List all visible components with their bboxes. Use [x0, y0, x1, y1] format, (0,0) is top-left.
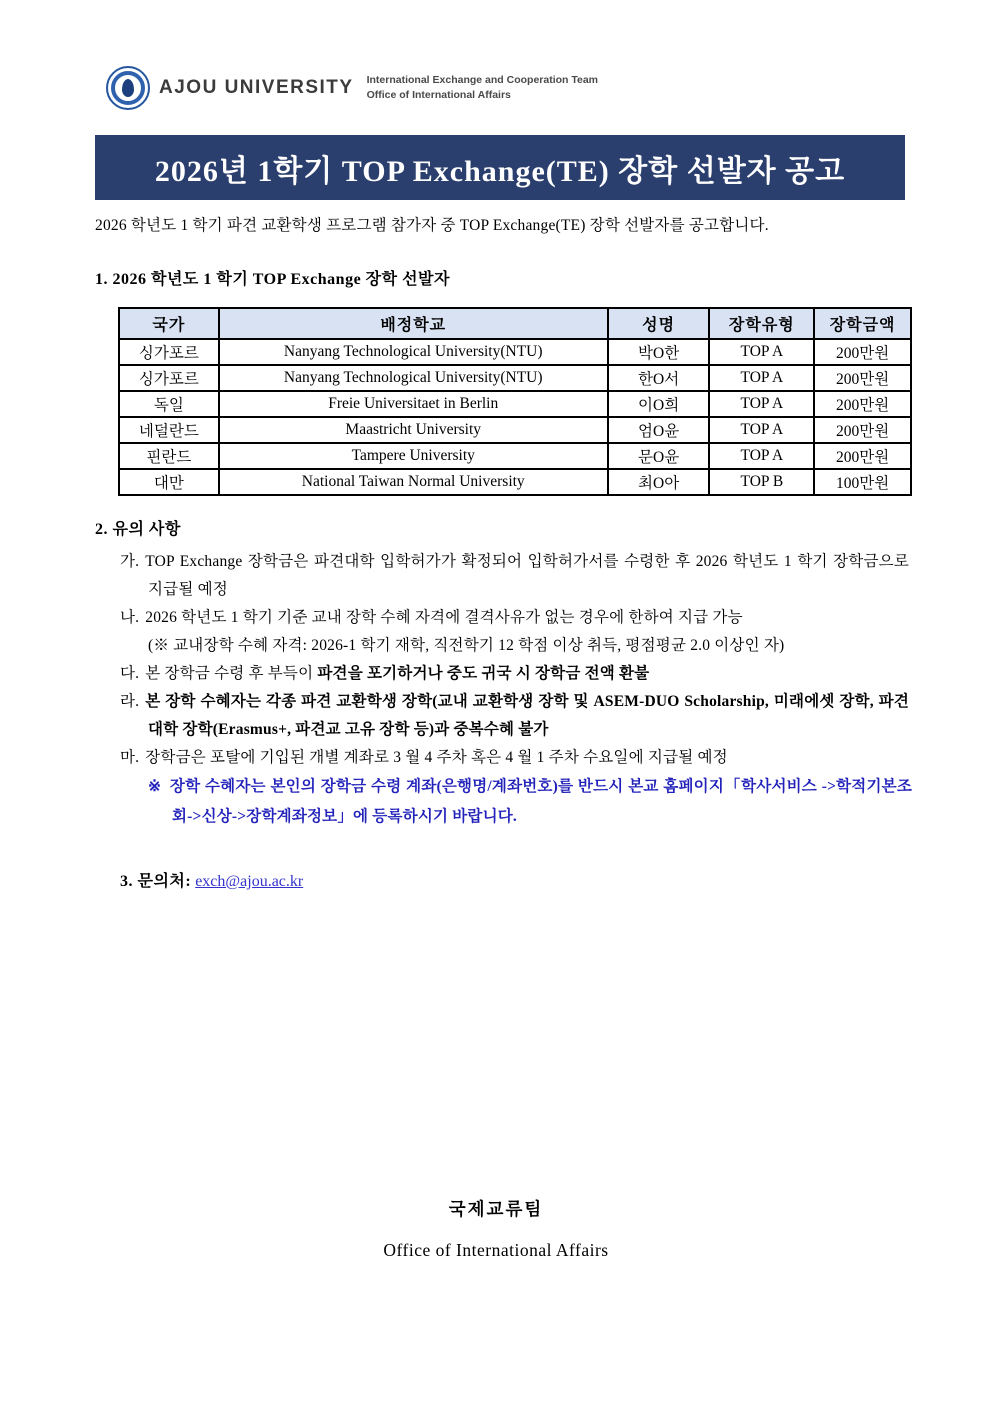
scholarship-table [118, 307, 912, 496]
cell-host-university: Nanyang Technological University(NTU) [219, 365, 608, 391]
note-marker: 라. [120, 693, 140, 710]
note-item-na-sub: (※ 교내장학 수혜 자격: 2026-1 학기 재학, 직전학기 12 학점 이상 취득, 평점평균 2.0 이상인 자) [148, 637, 785, 654]
cell-host-university: Freie Universitaet in Berlin [219, 391, 608, 417]
account-registration-notice [148, 772, 912, 832]
section2-notes [95, 516, 912, 891]
note-text: 본 장학금 수령 후 부득이 [145, 665, 314, 682]
notice-text: 장학 수혜자는 본인의 장학금 수령 계좌(은행명/계좌번호)를 반드시 본교 홈페이지「학사서비스 ->학적기본조회->신상->장학계좌정보」에 등록하시기 바랍니다. [169, 778, 912, 825]
table-row [119, 339, 911, 365]
note-marker: 다. [120, 665, 140, 682]
cell-scholarship-type: TOP A [709, 443, 814, 469]
intro-paragraph: 2026 학년도 1 학기 파견 교환학생 프로그램 참가자 중 TOP Exchange(TE) 장학 선발자를 공고합니다. [95, 217, 769, 234]
table-header-row [119, 308, 911, 339]
document-footer [0, 1196, 992, 1261]
cell-host-university: Maastricht University [219, 417, 608, 443]
col-header-country: 국가 [119, 308, 219, 339]
cell-country: 싱가포르 [119, 339, 219, 365]
note-text-bold: 본 장학 수혜자는 각종 파견 교환학생 장학(교내 교환학생 장학 및 ASEM-DUO Scholarship, 미래에셋 장학, 파견대학 장학(Erasmus+, 파견교 고유 장학 등)과 중복수혜 불가 [145, 693, 909, 738]
ajou-university-emblem-icon [106, 66, 150, 110]
note-text: 장학금은 포탈에 기입된 개별 계좌로 3 월 4 주차 혹은 4 월 1 주차 수요일에 지급될 예정 [145, 749, 728, 766]
cell-name: 이O희 [608, 391, 710, 417]
cell-country: 싱가포르 [119, 365, 219, 391]
cell-name: 최O아 [608, 469, 710, 495]
cell-amount: 200만원 [814, 391, 911, 417]
table-row [119, 391, 911, 417]
department-line2: Office of International Affairs [366, 89, 511, 101]
footer-team-english: Office of International Affairs [383, 1240, 609, 1260]
table-row [119, 469, 911, 495]
note-text: 2026 학년도 1 학기 기준 교내 장학 수혜 자격에 결격사유가 없는 경우에 한하여 지급 가능 [145, 609, 743, 626]
letterhead [106, 66, 598, 110]
table-row [119, 443, 911, 469]
section3-contact [120, 868, 909, 891]
department-name [367, 73, 598, 102]
table-row [119, 365, 911, 391]
col-header-host-university: 배정학교 [219, 308, 608, 339]
cell-amount: 100만원 [814, 469, 911, 495]
note-marker: 나. [120, 609, 140, 626]
cell-country: 독일 [119, 391, 219, 417]
section1-heading: 1. 2026 학년도 1 학기 TOP Exchange 장학 선발자 [95, 271, 450, 288]
note-item-ga [95, 548, 909, 604]
cell-name: 문O윤 [608, 443, 710, 469]
title-banner [95, 135, 905, 200]
note-marker: 가. [120, 553, 140, 570]
document-title: 2026년 1학기 TOP Exchange(TE) 장학 선발자 공고 [154, 154, 846, 188]
cell-scholarship-type: TOP B [709, 469, 814, 495]
footer-team-korean: 국제교류팀 [448, 1199, 544, 1219]
department-line1: International Exchange and Cooperation Team [366, 74, 599, 87]
note-marker: 마. [120, 749, 140, 766]
cell-amount: 200만원 [814, 365, 911, 391]
cell-scholarship-type: TOP A [709, 339, 814, 365]
note-text: TOP Exchange 장학금은 파견대학 입학허가가 확정되어 입학허가서를 수령한 후 2026 학년도 1 학기 장학금으로 지급될 예정 [145, 553, 909, 598]
cell-host-university: Tampere University [219, 443, 608, 469]
cell-amount: 200만원 [814, 339, 911, 365]
cell-amount: 200만원 [814, 443, 911, 469]
col-header-scholarship-type: 장학유형 [709, 308, 814, 339]
cell-name: 박O한 [608, 339, 710, 365]
note-item-ma [95, 744, 909, 772]
cell-amount: 200만원 [814, 417, 911, 443]
university-wordmark: AJOU UNIVERSITY [159, 77, 354, 98]
cell-name: 엄O윤 [608, 417, 710, 443]
note-item-na [95, 604, 909, 632]
section2-heading: 2. 유의 사항 [95, 521, 181, 538]
col-header-name: 성명 [608, 308, 710, 339]
section3-heading: 3. 문의처: [120, 873, 192, 890]
cell-country: 핀란드 [119, 443, 219, 469]
reference-mark: ※ [148, 778, 162, 795]
note-item-ra [95, 688, 909, 744]
table-row [119, 417, 911, 443]
col-header-amount: 장학금액 [814, 308, 911, 339]
cell-name: 한O서 [608, 365, 710, 391]
cell-scholarship-type: TOP A [709, 391, 814, 417]
note-text-bold: 파견을 포기하거나 중도 귀국 시 장학금 전액 환불 [317, 665, 650, 682]
cell-host-university: Nanyang Technological University(NTU) [219, 339, 608, 365]
cell-scholarship-type: TOP A [709, 365, 814, 391]
cell-scholarship-type: TOP A [709, 417, 814, 443]
cell-country: 네덜란드 [119, 417, 219, 443]
note-item-da [95, 660, 909, 688]
cell-country: 대만 [119, 469, 219, 495]
contact-email-link[interactable]: exch@ajou.ac.kr [195, 873, 304, 890]
cell-host-university: National Taiwan Normal University [219, 469, 608, 495]
